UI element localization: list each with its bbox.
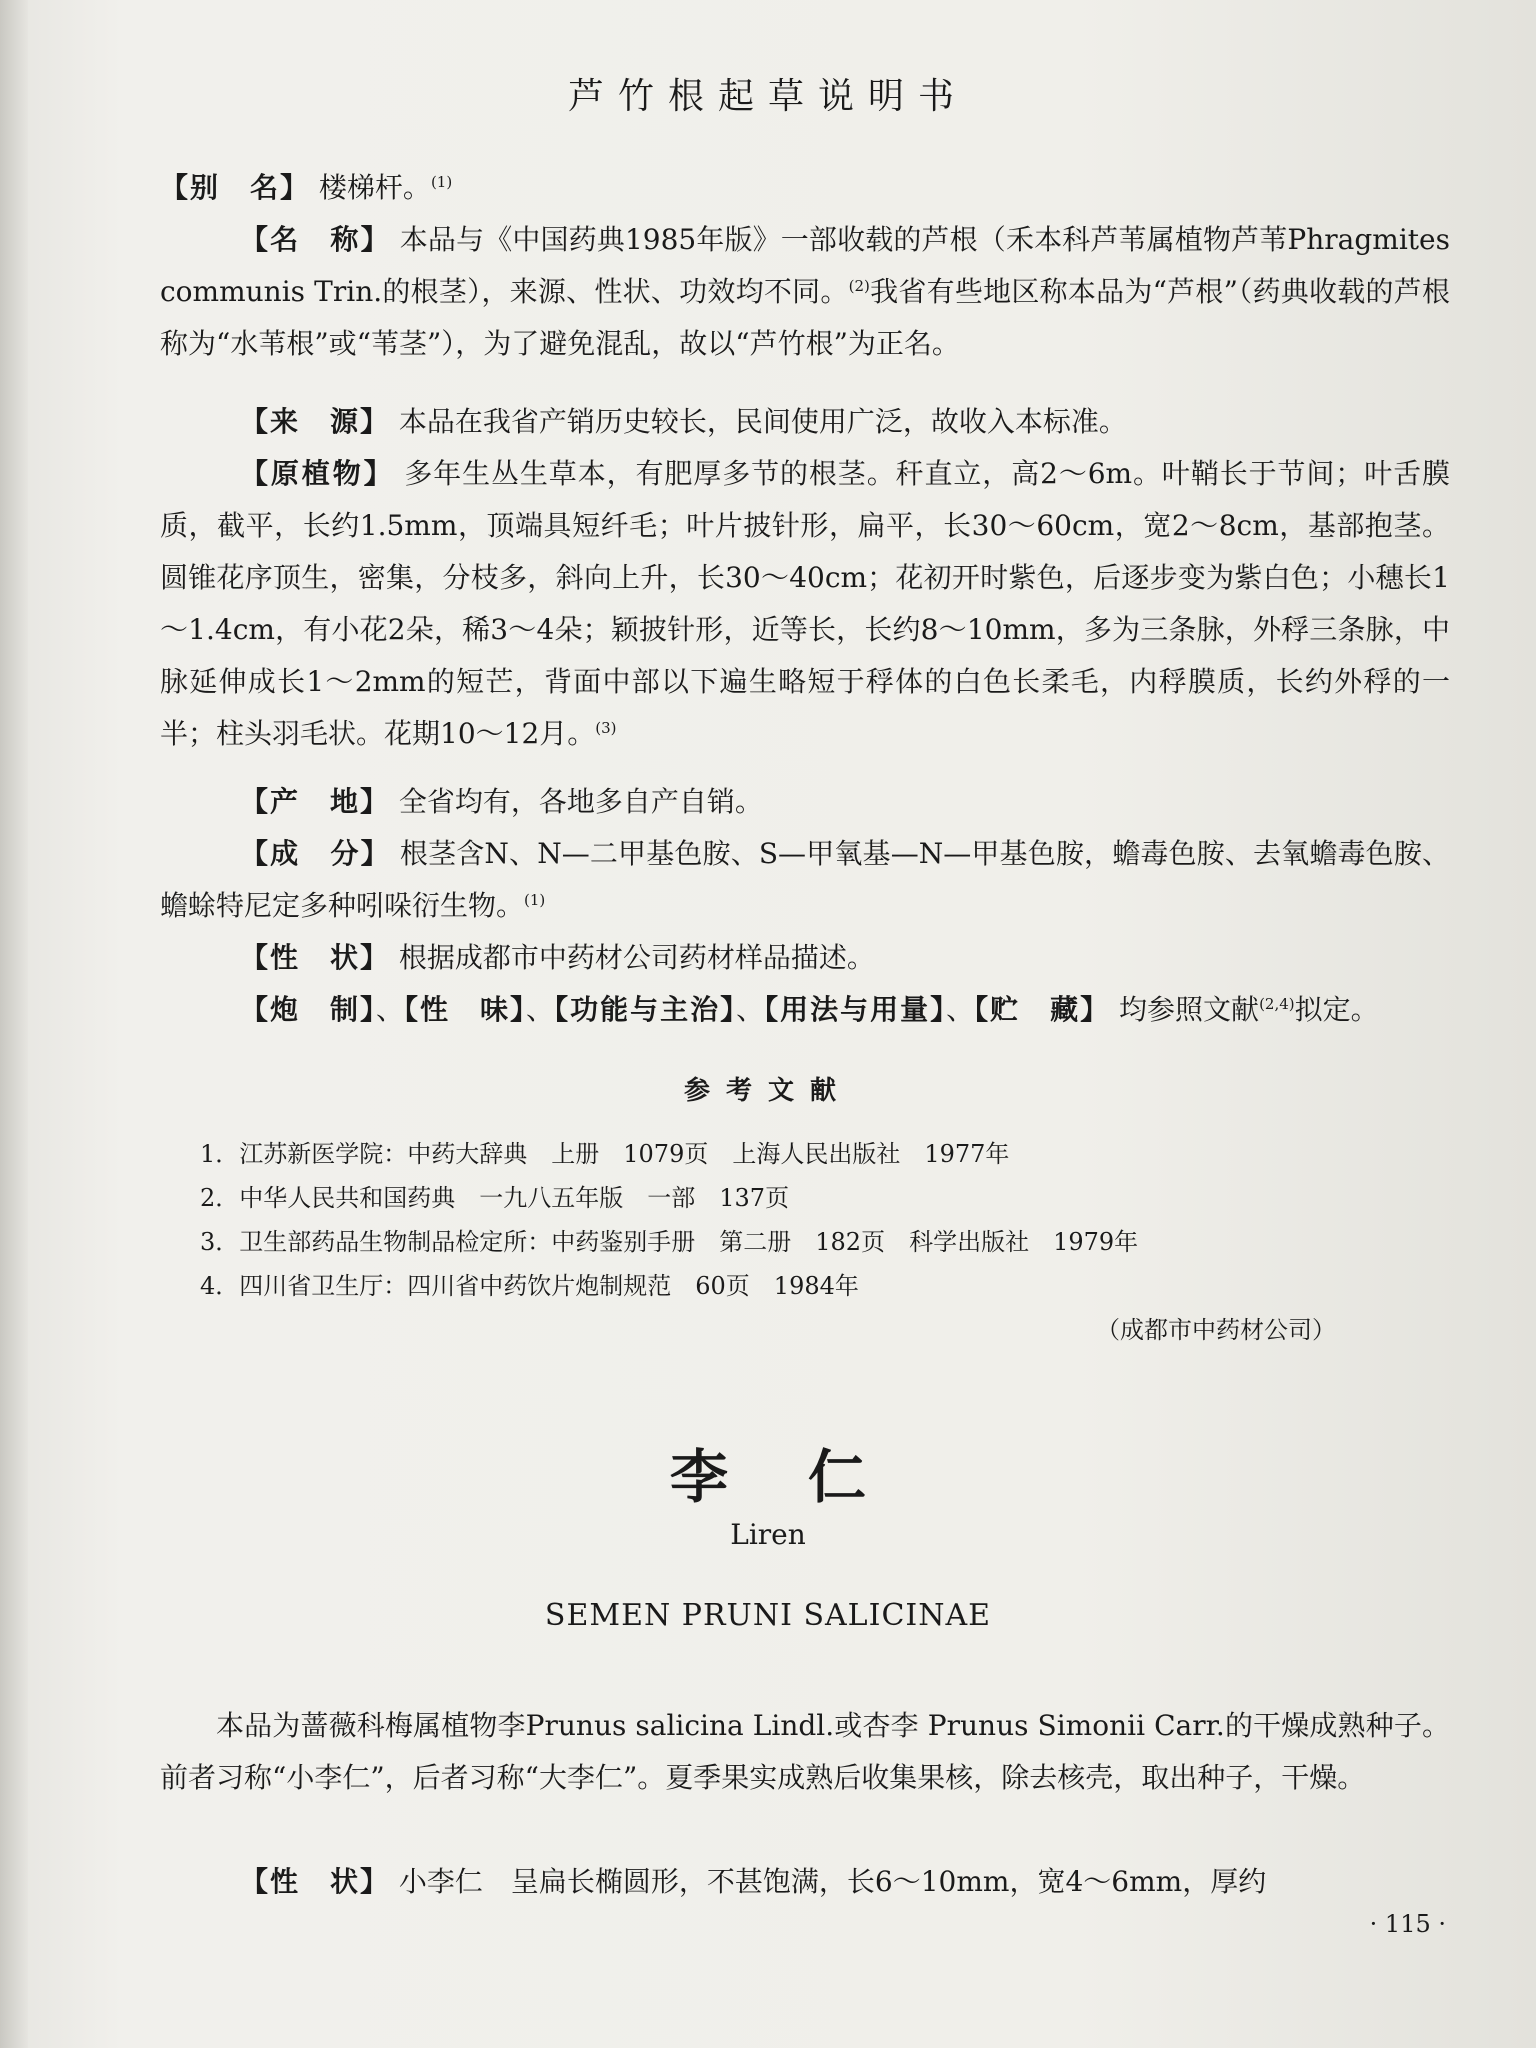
section-alias — [160, 162, 1450, 214]
section-label: 【别 名】 — [160, 171, 311, 204]
label-zhucang: 【贮 藏】 — [974, 993, 1111, 1026]
reference-item: 2．中华人民共和国药典 一九八五年版 一部 137页 — [200, 1184, 790, 1212]
section-label: 【性 状】 — [240, 941, 391, 974]
page-number: · 115 · — [1369, 1910, 1446, 1938]
separator: 、 — [526, 993, 555, 1026]
citation: (2,4) — [1259, 995, 1295, 1013]
processing-text: 均参照文献 — [1119, 993, 1260, 1026]
section-plant — [160, 448, 1450, 760]
section-label: 【性 状】 — [240, 1865, 391, 1898]
reference-item: 1．江苏新医学院：中药大辞典 上册 1079页 上海人民出版社 1977年 — [200, 1140, 1010, 1168]
section-label: 【来 源】 — [240, 405, 391, 438]
section-description — [160, 932, 1450, 984]
section-text: 本品在我省产销历史较长，民间使用广泛，故收入本标准。 — [398, 405, 1127, 438]
section-source — [160, 396, 1450, 448]
label-gongneng: 【功能与主治】 — [554, 993, 737, 1026]
section-text-cont: 我省有些地区称本品为“芦根”（药典收载的芦根称为“水苇根”或“苇茎”），为了避免混乱，故以“芦竹根”为正名。 — [160, 275, 1450, 360]
citation: (1) — [524, 891, 546, 909]
citation: (1) — [430, 173, 453, 191]
label-paozhi: 【炮 制】 — [240, 993, 377, 1026]
entry-title: 李仁 — [669, 1443, 946, 1511]
label-yongfa: 【用法与用量】 — [764, 993, 947, 1026]
references-title: 参考文献 — [683, 1076, 852, 1106]
section-origin — [160, 776, 1450, 828]
section-text: 本品与《中国药典1985年版》一部收载的芦根（禾本科芦苇属植物芦苇Phragmites communis Trin.的根茎），来源、性状、功效均不同。 — [160, 223, 1450, 308]
citation: (3) — [595, 719, 617, 737]
section-text: 楼梯杆。 — [318, 171, 431, 204]
book-spine-shadow — [0, 0, 28, 2048]
section-label: 【名 称】 — [240, 223, 391, 256]
entry-intro: 本品为蔷薇科梅属植物李Prunus salicina Lindl.或杏李 Prunus Simonii Carr.的干燥成熟种子。前者习称“小李仁”，后者习称“大李仁”。夏季果实成熟后收集果核，除去核壳，取出种子，干燥。 — [160, 1709, 1450, 1794]
reference-item: 3．卫生部药品生物制品检定所：中药鉴别手册 第二册 182页 科学出版社 1979年 — [200, 1228, 1139, 1256]
section-name — [160, 214, 1450, 370]
label-xingwei: 【性 味】 — [404, 993, 527, 1026]
citation: (2) — [848, 277, 870, 295]
running-title: 芦竹根起草说明书 — [567, 76, 968, 117]
section-processing — [160, 984, 1450, 1036]
reference-item: 4．四川省卫生厅：四川省中药饮片炮制规范 60页 1984年 — [200, 1272, 859, 1300]
separator: 、 — [946, 993, 975, 1026]
entry-description — [160, 1856, 1450, 1908]
section-text: 根据成都市中药材公司药材样品描述。 — [398, 941, 875, 974]
entry-pinyin: Liren — [730, 1518, 806, 1551]
section-text: 多年生丛生草本，有肥厚多节的根茎。秆直立，高2～6m。叶鞘长于节间；叶舌膜质，截平，长约1.5mm，顶端具短纤毛；叶片披针形，扁平，长30～60cm，宽2～8cm，基部抱茎。圆锥花序顶生，密集，分枝多，斜向上升，长30～40cm；花初开时紫色，后逐步变为紫白色；小穗长1～1.4cm，有小花2朵，稀3～4朵；颖披针形，近等长，长约8～10mm，多为三条脉，外稃三条脉，中脉延伸成长1～2mm的短芒，背面中部以下遍生略短于稃体的白色长柔毛，内稃膜质，长约外稃的一半；柱头羽毛状。花期10～12月。 — [160, 457, 1450, 750]
section-label: 【产 地】 — [240, 785, 391, 818]
section-text: 全省均有，各地多自产自销。 — [398, 785, 763, 818]
separator: 、 — [736, 993, 765, 1026]
processing-text-end: 拟定。 — [1294, 993, 1379, 1026]
section-text: 小李仁 呈扁长椭圆形，不甚饱满，长6～10mm，宽4～6mm，厚约 — [398, 1865, 1267, 1898]
section-label: 【成 分】 — [240, 837, 391, 870]
section-text: 根茎含N、N—二甲基色胺、S—甲氧基—N—甲基色胺，蟾毒色胺、去氧蟾毒色胺、蟾蜍特尼定多种吲哚衍生物。 — [160, 837, 1450, 922]
entry-latin-name: SEMEN PRUNI SALICINAE — [544, 1598, 992, 1633]
section-composition — [160, 828, 1450, 932]
credit-line: （成都市中药材公司） — [1096, 1316, 1336, 1344]
separator: 、 — [376, 993, 405, 1026]
section-label: 【原植物】 — [240, 457, 395, 490]
